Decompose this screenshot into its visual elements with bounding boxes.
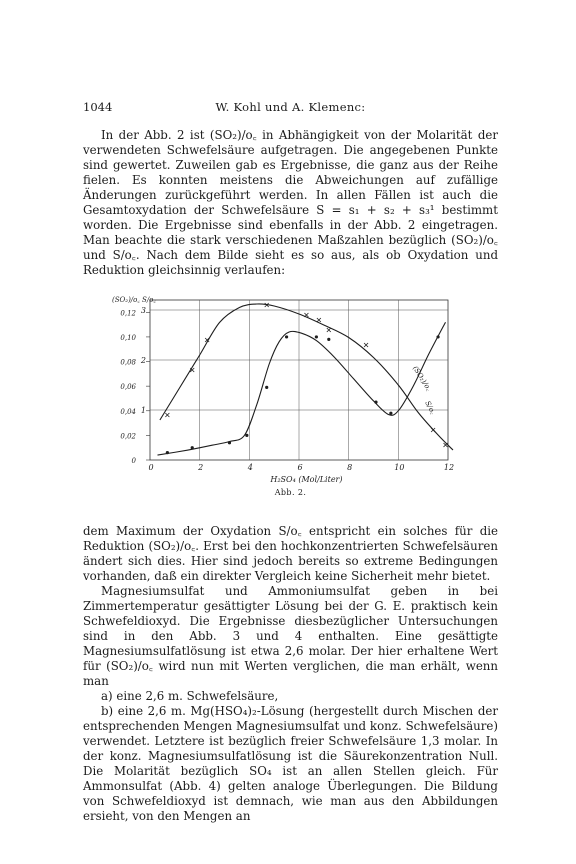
page-header (83, 100, 498, 116)
data-point-so2 (265, 386, 268, 389)
x-tick-label: 8 (347, 463, 353, 472)
x-tick-label: 0 (148, 463, 154, 472)
list-item-a: a) eine 2,6 m. Schwefelsäure, (101, 689, 279, 703)
text-block-bottom (83, 524, 498, 824)
page-number: 1044 (83, 100, 113, 114)
data-point-so2 (436, 335, 439, 338)
plot-grid (150, 300, 448, 460)
data-point-so2 (315, 335, 318, 338)
data-point-so2 (389, 412, 392, 415)
left-scale-tick-label: 0 (131, 457, 136, 465)
left-scale-tick-label: 0,10 (120, 333, 136, 342)
data-point-s (444, 443, 448, 447)
data-point-so2 (327, 338, 330, 341)
running-title: W. Kohl und A. Klemenc: (215, 100, 366, 114)
y-axis-title: (SO₂)/o꜀ S/o꜀ (112, 296, 156, 304)
data-point-so2 (374, 401, 377, 404)
left-scale-tick-label: 0,02 (120, 432, 136, 441)
right-scale-tick-label: 1 (140, 406, 146, 415)
data-point-s (327, 328, 331, 332)
x-tick-label: 2 (198, 463, 204, 472)
data-point-s (317, 318, 321, 322)
left-scale-tick-label: 0,08 (120, 358, 136, 367)
left-scale-tick-label: 0,12 (120, 309, 136, 318)
data-point-so2 (191, 446, 194, 449)
plot-curves (158, 304, 454, 455)
data-point-s (431, 428, 435, 432)
data-point-s (364, 343, 368, 347)
x-axis-title: H₂SO₄ (Mol/Liter) (270, 475, 343, 484)
plot-frame (146, 300, 448, 460)
figure-abb-2 (108, 292, 468, 484)
data-point-s (165, 413, 169, 417)
data-point-so2 (166, 451, 169, 454)
x-tick-label: 10 (394, 463, 405, 472)
data-point-so2 (285, 335, 288, 338)
paragraph: Magnesiumsulfat und Ammoniumsulfat geben in bei Zimmertemperatur gesättigter Lösung bei der G. E. praktisch kein Schwefeldioxyd. Die Ergebnisse diesbezüglicher Untersuchungen sind in den Abb. 3 und 4 enthalten. Eine gesättigte Magnesiumsulfatlösung ist etwa 2,6 molar. Der hier erhaltene Wert für (SO₂)/o꜀ wird nun mit Werten verglichen, die man erhält, wenn man (83, 584, 498, 688)
right-scale-tick-label: 3 (140, 306, 146, 315)
curve-so2 (158, 322, 446, 455)
data-point-so2 (228, 441, 231, 444)
text-block-top (83, 128, 498, 278)
data-point-s (304, 313, 308, 317)
right-scale-tick-label: 2 (140, 356, 146, 365)
data-point-so2 (245, 434, 248, 437)
figure-caption: Abb. 2. (274, 488, 307, 497)
curve-label-so2: (SO₂)/o꜀ (411, 364, 433, 393)
plot-points (165, 303, 447, 454)
curve-s (160, 304, 453, 450)
paragraph: dem Maximum der Oxydation S/o꜀ entspricht ein solches für die Reduktion (SO₂)/o꜀. Erst bei den hochkonzentrierten Schwefelsäuren ändert sich dies. Hier sind jedoch bereits so extreme Bedingungen vorhanden, daß ein direkter Vergleich keine Sicherheit mehr bietet. (83, 524, 498, 583)
left-scale-tick-label: 0,06 (120, 383, 136, 392)
paragraph: In der Abb. 2 ist (SO₂)/o꜀ in Abhängigkeit von der Molarität der verwendeten Schwefelsäure aufgetragen. Die angegebenen Punkte sind gewertet. Zuweilen gab es Ergebnisse, die ganz aus der Reihe fielen. Es konnten meistens die Abweichungen auf zufällige Änderungen zurückgeführt werden. In allen Fällen ist auch die Gesamtoxydation der Schwefelsäure S = s₁ + s₂ + s₃¹ bestimmt worden. Die Ergebnisse sind ebenfalls in der Abb. 2 eingetragen. Man beachte die stark verschiedenen Maßzahlen bezüglich (SO₂)/o꜀ und S/o꜀. Nach dem Bilde sieht es so aus, als ob Oxydation und Reduktion gleichsinnig verlaufen: (83, 128, 498, 277)
curve-label-s: S/o꜀ (423, 399, 437, 416)
left-scale-tick-label: 0,04 (120, 407, 136, 416)
x-tick-label: 6 (297, 463, 303, 472)
x-tick-label: 4 (247, 463, 253, 472)
x-tick-label: 12 (443, 463, 455, 472)
list-item-b: b) eine 2,6 m. Mg(HSO₄)₂-Lösung (hergestellt durch Mischen der entsprechenden Mengen Magnesiumsulfat und konz. Schwefelsäure) verwendet. Letztere ist bezüglich freier Schwefelsäure 1,3 molar. In der konz. Magnesiumsulfatlösung ist die Säurekonzentration Null. Die Molarität bezüglich SO₄ ist an allen Stellen gleich. Für Ammonsulfat (Abb. 4) gelten analoge Überlegungen. Die Bildung von Schwefeldioxyd ist demnach, wie man aus den Abbildungen ersieht, von den Mengen an (83, 704, 498, 823)
